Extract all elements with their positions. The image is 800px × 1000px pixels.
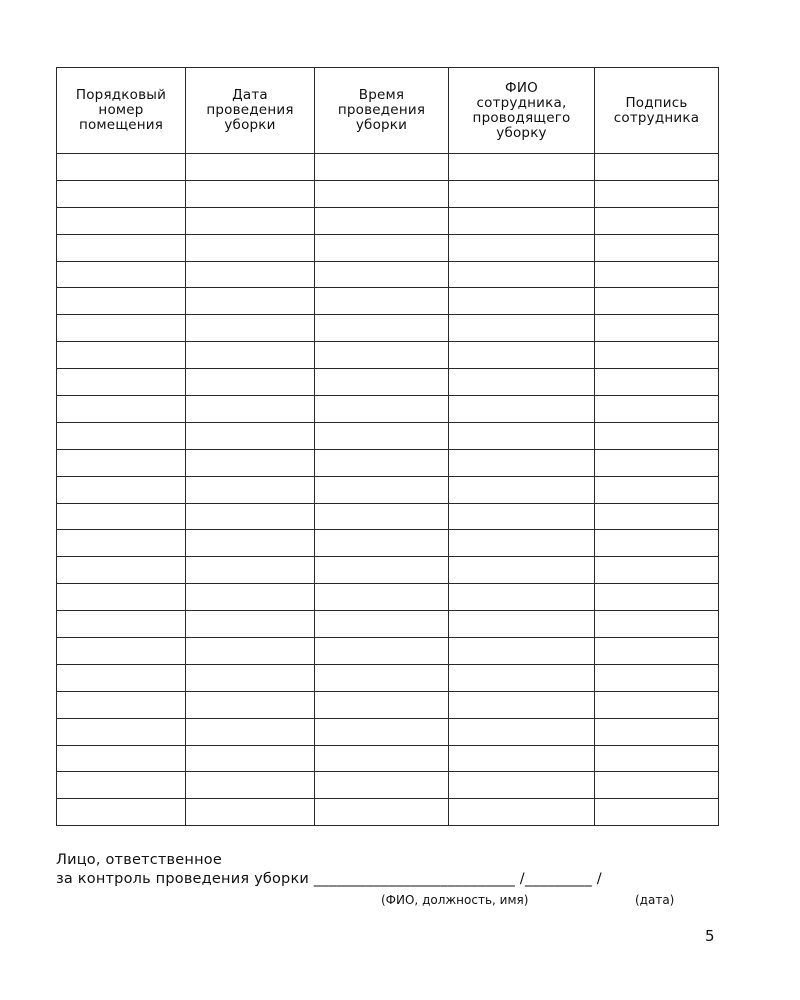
table-row (57, 530, 719, 557)
cell-room-number (57, 180, 186, 207)
cell-employee-name (449, 449, 595, 476)
cell-employee-name (449, 315, 595, 342)
cell-room-number (57, 396, 186, 423)
cell-cleaning-date (186, 422, 315, 449)
cell-cleaning-time (315, 261, 449, 288)
cell-employee-signature (595, 611, 719, 638)
table-row (57, 261, 719, 288)
cell-cleaning-date (186, 342, 315, 369)
fio-caption: (ФИО, должность, имя) (381, 893, 529, 907)
cell-employee-name (449, 422, 595, 449)
cell-cleaning-date (186, 449, 315, 476)
cell-employee-signature (595, 718, 719, 745)
cell-room-number (57, 342, 186, 369)
cell-employee-name (449, 530, 595, 557)
date-caption: (дата) (635, 893, 675, 907)
cell-cleaning-time (315, 691, 449, 718)
cell-cleaning-time (315, 584, 449, 611)
cell-employee-signature (595, 180, 719, 207)
cell-employee-signature (595, 154, 719, 181)
cell-room-number (57, 369, 186, 396)
table-row (57, 449, 719, 476)
cell-employee-name (449, 664, 595, 691)
cell-employee-name (449, 288, 595, 315)
cell-cleaning-time (315, 288, 449, 315)
cell-employee-name (449, 799, 595, 826)
cell-employee-name (449, 718, 595, 745)
cell-room-number (57, 638, 186, 665)
cell-cleaning-date (186, 557, 315, 584)
cell-employee-name (449, 154, 595, 181)
header-employee-name: ФИО сотрудника, проводящего уборку (449, 68, 595, 154)
table-row (57, 154, 719, 181)
table-row (57, 611, 719, 638)
cell-room-number (57, 772, 186, 799)
cell-room-number (57, 718, 186, 745)
cell-cleaning-date (186, 718, 315, 745)
cell-room-number (57, 261, 186, 288)
cell-room-number (57, 154, 186, 181)
cell-employee-signature (595, 691, 719, 718)
cell-room-number (57, 799, 186, 826)
cell-cleaning-time (315, 342, 449, 369)
header-cleaning-date: Дата проведения уборки (186, 68, 315, 154)
table-row (57, 476, 719, 503)
cell-employee-signature (595, 530, 719, 557)
cell-cleaning-time (315, 530, 449, 557)
cell-cleaning-date (186, 664, 315, 691)
cell-employee-signature (595, 449, 719, 476)
cell-cleaning-date (186, 530, 315, 557)
table-row (57, 799, 719, 826)
cell-cleaning-date (186, 584, 315, 611)
cell-employee-name (449, 611, 595, 638)
table-row (57, 664, 719, 691)
cell-employee-signature (595, 772, 719, 799)
table-row (57, 180, 719, 207)
table-row (57, 342, 719, 369)
cell-room-number (57, 234, 186, 261)
cell-cleaning-time (315, 476, 449, 503)
cell-employee-name (449, 261, 595, 288)
header-room-number: Порядковый номер помещения (57, 68, 186, 154)
cell-room-number (57, 530, 186, 557)
table-row (57, 638, 719, 665)
table-row (57, 691, 719, 718)
cell-room-number (57, 476, 186, 503)
cell-employee-signature (595, 503, 719, 530)
table-row (57, 234, 719, 261)
cell-employee-signature (595, 638, 719, 665)
cell-employee-name (449, 180, 595, 207)
cell-cleaning-time (315, 718, 449, 745)
cell-cleaning-date (186, 261, 315, 288)
cell-room-number (57, 611, 186, 638)
cell-employee-signature (595, 422, 719, 449)
table-row (57, 315, 719, 342)
table-row (57, 503, 719, 530)
cell-employee-name (449, 772, 595, 799)
cell-cleaning-time (315, 611, 449, 638)
table-row (57, 288, 719, 315)
cell-room-number (57, 691, 186, 718)
cell-employee-name (449, 476, 595, 503)
cell-cleaning-time (315, 369, 449, 396)
cell-room-number (57, 745, 186, 772)
cell-employee-name (449, 342, 595, 369)
page-number: 5 (705, 927, 715, 945)
responsible-person-signature-line: за контроль проведения уборки ___________________________ /_________ / (56, 871, 602, 887)
cell-room-number (57, 664, 186, 691)
responsible-person-label: Лицо, ответственное (56, 852, 222, 868)
cell-employee-signature (595, 664, 719, 691)
cell-employee-signature (595, 315, 719, 342)
cell-cleaning-date (186, 476, 315, 503)
cell-cleaning-time (315, 745, 449, 772)
cell-room-number (57, 449, 186, 476)
table-row (57, 584, 719, 611)
cell-cleaning-time (315, 503, 449, 530)
cell-cleaning-time (315, 799, 449, 826)
cell-employee-signature (595, 342, 719, 369)
table-row (57, 557, 719, 584)
cell-room-number (57, 584, 186, 611)
cell-cleaning-time (315, 772, 449, 799)
cell-cleaning-date (186, 207, 315, 234)
cell-employee-signature (595, 369, 719, 396)
cell-cleaning-time (315, 422, 449, 449)
cell-employee-signature (595, 207, 719, 234)
table-header-row (57, 68, 719, 154)
cell-cleaning-date (186, 638, 315, 665)
table-row (57, 207, 719, 234)
cell-cleaning-date (186, 772, 315, 799)
cell-employee-name (449, 207, 595, 234)
cell-employee-name (449, 745, 595, 772)
cell-cleaning-time (315, 154, 449, 181)
cell-room-number (57, 288, 186, 315)
cell-room-number (57, 207, 186, 234)
cell-room-number (57, 315, 186, 342)
cell-cleaning-date (186, 503, 315, 530)
cell-employee-signature (595, 584, 719, 611)
table-body (57, 154, 719, 826)
cell-cleaning-time (315, 638, 449, 665)
cell-employee-name (449, 638, 595, 665)
cell-employee-signature (595, 557, 719, 584)
cell-employee-signature (595, 234, 719, 261)
cell-room-number (57, 422, 186, 449)
cell-cleaning-date (186, 369, 315, 396)
cell-cleaning-date (186, 234, 315, 261)
cell-employee-signature (595, 476, 719, 503)
cell-employee-signature (595, 799, 719, 826)
cell-cleaning-date (186, 154, 315, 181)
cell-cleaning-time (315, 557, 449, 584)
cell-cleaning-time (315, 449, 449, 476)
table-row (57, 772, 719, 799)
cell-employee-name (449, 503, 595, 530)
header-employee-signature: Подпись сотрудника (595, 68, 719, 154)
cell-employee-name (449, 396, 595, 423)
cell-cleaning-time (315, 396, 449, 423)
cell-employee-name (449, 691, 595, 718)
cell-cleaning-time (315, 315, 449, 342)
table-row (57, 718, 719, 745)
cell-cleaning-date (186, 315, 315, 342)
header-cleaning-time: Время проведения уборки (315, 68, 449, 154)
cell-cleaning-date (186, 180, 315, 207)
cell-cleaning-time (315, 207, 449, 234)
cell-cleaning-time (315, 664, 449, 691)
cell-cleaning-date (186, 611, 315, 638)
cell-cleaning-date (186, 745, 315, 772)
cell-employee-name (449, 234, 595, 261)
cell-employee-signature (595, 288, 719, 315)
cell-cleaning-time (315, 180, 449, 207)
cell-employee-name (449, 369, 595, 396)
cell-cleaning-date (186, 691, 315, 718)
cell-cleaning-date (186, 396, 315, 423)
cell-room-number (57, 503, 186, 530)
cell-cleaning-time (315, 234, 449, 261)
cell-employee-name (449, 584, 595, 611)
table-row (57, 422, 719, 449)
cell-employee-name (449, 557, 595, 584)
table-row (57, 396, 719, 423)
cell-employee-signature (595, 396, 719, 423)
cell-cleaning-date (186, 799, 315, 826)
cell-cleaning-date (186, 288, 315, 315)
cell-employee-signature (595, 745, 719, 772)
cell-employee-signature (595, 261, 719, 288)
cell-room-number (57, 557, 186, 584)
table-row (57, 369, 719, 396)
table-row (57, 745, 719, 772)
cleaning-log-table (56, 67, 719, 826)
